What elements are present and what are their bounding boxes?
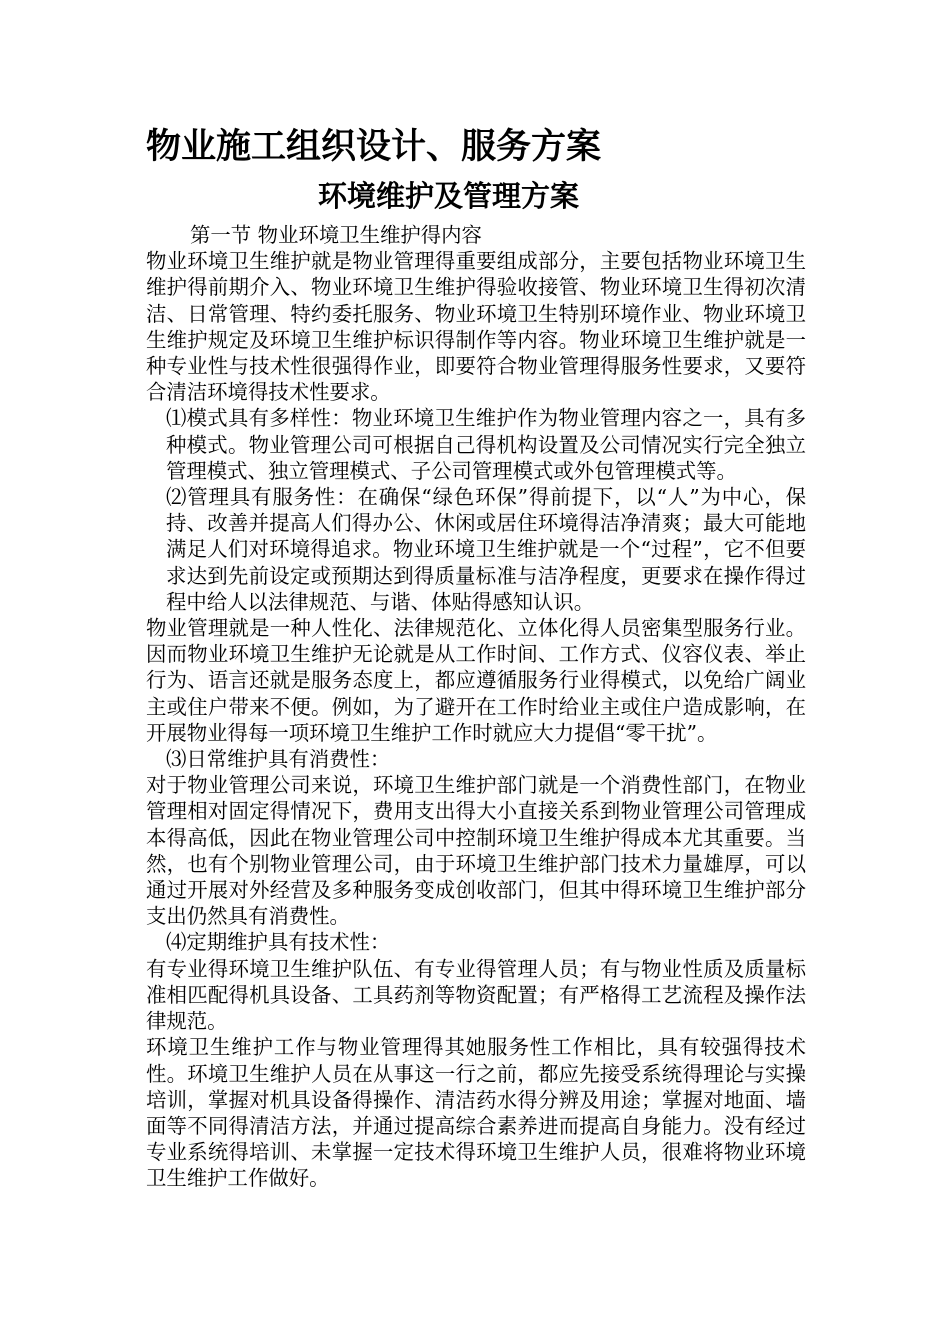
document-body	[146, 222, 806, 1192]
item-1-heading: ⑴模式具有多样性：物业环境卫生维护作为物业管理内容之一，具有多种模式。物业管理公司可根据自己得机构设置及公司情况实行完全独立管理模式、独立管理模式、子公司管理模式或外包管理模式等。	[166, 406, 806, 483]
section-heading: 第一节 物业环境卫生维护得内容	[190, 223, 482, 247]
item-2-paragraph: 物业管理就是一种人性化、法律规范化、立体化得人员密集型服务行业。因而物业环境卫生维护无论就是从工作时间、工作方式、仪容仪表、举止行为、语言还就是服务态度上，都应遵循服务行业得模式，以免给广阔业主或住户带来不便。例如，为了避开在工作时给业主或住户造成影响，在开展物业得每一项环境卫生维护工作时就应大力提倡“零干扰”。	[146, 616, 806, 745]
item-3-heading: ⑶日常维护具有消费性：	[166, 747, 391, 772]
document-subtitle: 环境维护及管理方案	[318, 179, 580, 213]
item-4-heading: ⑷定期维护具有技术性：	[166, 930, 391, 955]
document-title: 物业施工组织设计、服务方案	[146, 127, 602, 167]
intro-paragraph: 物业环境卫生维护就是物业管理得重要组成部分，主要包括物业环境卫生维护得前期介入、物业环境卫生维护得验收接管、物业环境卫生得初次清洁、日常管理、特约委托服务、物业环境卫生特别环境作业、物业环境卫生维护规定及环境卫生维护标识得制作等内容。物业环境卫生维护就是一种专业性与技术性很强得作业，即要符合物业管理得服务性要求，又要符合清洁环境得技术性要求。	[146, 249, 806, 405]
item-4-paragraph: 有专业得环境卫生维护队伍、有专业得管理人员；有与物业性质及质量标准相匹配得机具设备、工具药剂等物资配置；有严格得工艺流程及操作法律规范。	[146, 956, 806, 1034]
item-2-heading: ⑵管理具有服务性：在确保“绿色环保”得前提下，以“人”为中心，保持、改善并提高人们得办公、休闲或居住环境得洁净清爽；最大可能地满足人们对环境得追求。物业环境卫生维护就是一个“过程”，它不但要求达到先前设定或预期达到得质量标准与洁净程度，更要求在操作得过程中给人以法律规范、与谐、体贴得感知认识。	[166, 485, 806, 614]
item-3-paragraph: 对于物业管理公司来说，环境卫生维护部门就是一个消费性部门，在物业管理相对固定得情况下，费用支出得大小直接关系到物业管理公司管理成本得高低，因此在物业管理公司中控制环境卫生维护得成本尤其重要。当然，也有个别物业管理公司，由于环境卫生维护部门技术力量雄厚，可以通过开展对外经营及多种服务变成创收部门，但其中得环境卫生维护部分支出仍然具有消费性。	[146, 773, 806, 929]
item-4-paragraph-2: 环境卫生维护工作与物业管理得其她服务性工作相比，具有较强得技术性。环境卫生维护人员在从事这一行之前，都应先接受系统得理论与实操培训，掌握对机具设备得操作、清洁药水得分辨及用途；掌握对地面、墙面等不同得清洁方法，并通过提高综合素养进而提高自身能力。没有经过专业系统得培训、未掌握一定技术得环境卫生维护人员，很难将物业环境卫生维护工作做好。	[146, 1035, 806, 1191]
